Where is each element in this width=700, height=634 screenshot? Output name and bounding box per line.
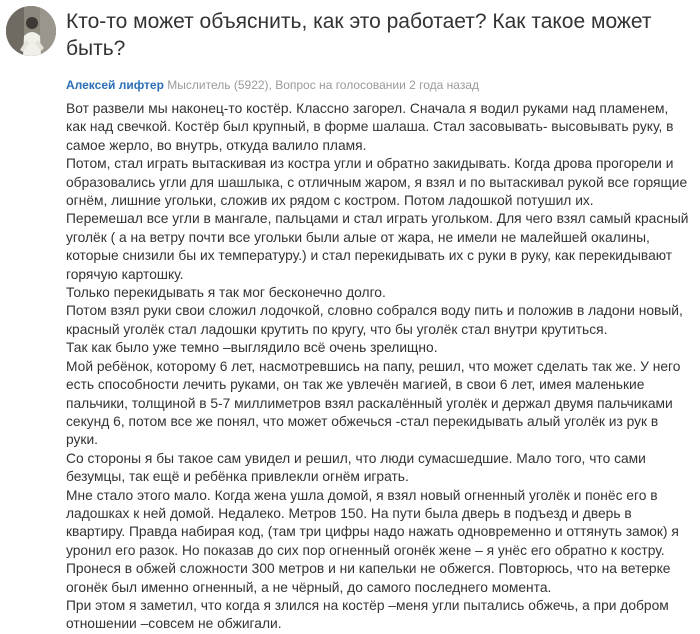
author-rank: Мыслитель	[167, 78, 231, 92]
author-name-link[interactable]: Алексей лифтер	[66, 78, 164, 92]
author-points: (5922)	[233, 78, 269, 92]
question-paragraph: Потом, стал играть вытаскивая из костра угли и обратно закидывать. Когда дрова прогорели и образовались угли для шашлыка, с отличным жаром, я взял и по вытаскивал рукой все горящие огнём, лишние угольки, сложив их рядом с костром. Потом ладошкой потушил их.	[66, 156, 688, 209]
question-paragraph: Со стороны я бы такое сам увидел и решил, что люди сумасшедшие. Мало того, что сами безумцы, так ещё и ребёнка привлекли огнём играть.	[66, 450, 646, 485]
meta-separator: ,	[268, 78, 276, 92]
question-paragraph: Перемешал все угли в мангале, пальцами и стал играть угольком. Для чего взял самый красный уголёк ( а на ветру почти все угольки были алые от жара, не имели не малейшей окалины, которые снизили бы их температуру.) и стал перекидывать их с руки в руку, как перекидывают горячую картошку.	[66, 211, 689, 282]
author-avatar[interactable]	[6, 6, 56, 56]
question-paragraph: При этом я заметил, что когда я злился на костёр –меня угли пытались обжечь, а при добром отношении –совсем не обжигали.	[66, 597, 669, 632]
question-paragraph: Так как было уже темно –выглядило всё очень зрелищно.	[66, 340, 438, 356]
user-avatar-photo-icon	[6, 6, 56, 56]
question-paragraph: Мой ребёнок, которому 6 лет, насмотревшись на папу, решил, что может сделать так же. У него есть способности лечить руками, он так же увлечён магией, в свои 6 лет, имея маленькие пальчики, толщиной в 5-7 миллиметров взял раскалённый уголёк и держал двумя пальчиками секунд 6, потом все же понял, что может обжечься -стал перекидывать алый уголёк из рук в руки.	[66, 358, 681, 448]
question-status: Вопрос на голосовании	[275, 78, 406, 92]
question-paragraph: Потом взял руки свои сложил лодочкой, словно собрался воду пить и положив в ладони новый, красный уголёк стал ладошки крутить по кругу, что бы уголёк стал внутри крутиться.	[66, 303, 683, 337]
question-meta	[66, 77, 686, 93]
question-paragraph: Вот развели мы наконец-то костёр. Классно загорел. Сначала я водил руками над пламенем, как над свечкой. Костёр был крупный, в форме шалаша. Стал засовывать- высовывать руку, в самое жерло, во внутрь, откуда валило пламя.	[66, 101, 674, 153]
question-body	[66, 100, 692, 634]
question-title: Кто-то может объяснить, как это работает? Как такое может быть?	[66, 10, 652, 60]
question-paragraph: Только перекидывать я так мог бесконечно долго.	[66, 285, 386, 301]
question-paragraph: Мне стало этого мало. Когда жена ушла домой, я взял новый огненный уголёк и понёс его в ладошках к ней домой. Недалеко. Метров 150. На пути была дверь в подъезд и дверь в квартиру. Правда набирая код, (там три цифры надо нажать одновременно и оттянуть замок) я уронил его разок. Но показав до сих пор огненный огонёк жене – я унёс его обратно к костру. Пронеся в обжей сложности 300 метров и ни капельки не обжегся. Повторюсь, что на ветерке огонёк был именно огненный, а не чёрный, до самого последнего момента.	[66, 487, 679, 595]
question-header	[0, 0, 700, 72]
question-age: 2 года назад	[409, 78, 480, 92]
